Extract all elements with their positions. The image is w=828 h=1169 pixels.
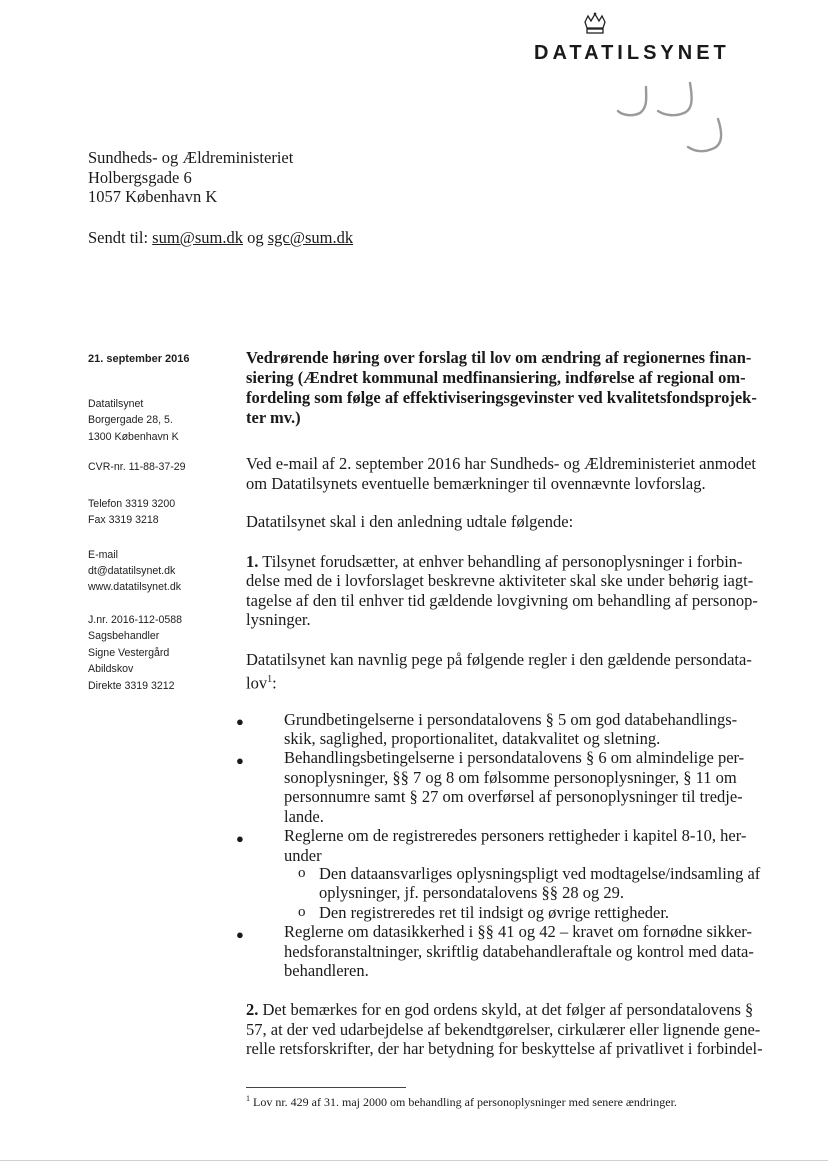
org-fax: Fax 3319 3218	[88, 514, 159, 526]
sent-prefix: Sendt til:	[88, 228, 149, 247]
page-edge-line	[0, 1160, 828, 1161]
journal-number: J.nr. 2016-112-0588	[88, 614, 183, 626]
paragraph-line	[246, 1000, 766, 1020]
bullet-icon: ●	[236, 753, 244, 768]
org-website[interactable]: www.datatilsynet.dk	[88, 581, 182, 593]
sub-bullet-icon: o	[298, 904, 306, 920]
org-city: 1300 København K	[88, 431, 179, 443]
bullet-line: under	[284, 846, 322, 865]
bullet-line: Behandlingsbetingelserne i persondatalovens § 6 om almindelige per-	[284, 748, 745, 767]
paragraph-line: tagelse af den til enhver tid gældende lovgivning om behandling af personop-	[246, 591, 758, 610]
bullet-line: behandleren.	[284, 961, 369, 980]
paragraph-text: lov	[246, 673, 268, 693]
sub-bullet-line: Den registreredes ret til indsigt og øvrige rettigheder.	[319, 903, 670, 922]
sent-conj: og	[247, 228, 264, 247]
bullet-line: Grundbetingelserne i persondatalovens § 5 om god databehandlings-	[284, 710, 738, 729]
handwritten-marks	[600, 75, 740, 165]
org-name: Datatilsynet	[88, 398, 144, 410]
footnote-mark: 1	[246, 1094, 250, 1103]
bullet-icon: ●	[236, 714, 244, 729]
footnote	[246, 1094, 677, 1110]
bullet-line: hedsforanstaltninger, skriftlig databehandleraftale og kontrol med data-	[284, 942, 754, 961]
org-street: Borgergade 28, 5.	[88, 414, 173, 426]
paragraph-line	[246, 670, 766, 693]
paragraph-line: Ved e-mail af 2. september 2016 har Sundheds- og Ældreministeriet anmodet	[246, 454, 756, 473]
bullet-line: Reglerne om datasikkerhed i §§ 41 og 42 – kravet om fornødne sikker-	[284, 922, 752, 941]
sub-bullet-line: Den dataansvarliges oplysningspligt ved modtagelse/indsamling af	[319, 864, 761, 883]
footnote-ref[interactable]: 1	[267, 674, 273, 685]
handler-label: Sagsbehandler	[88, 630, 160, 642]
crown-icon	[582, 12, 608, 36]
recipient-line: Sundheds- og Ældreministeriet	[88, 148, 294, 167]
handler-name: Abildskov	[88, 663, 134, 675]
handler-name: Signe Vestergård	[88, 647, 170, 659]
paragraph-line: om Datatilsynets eventuelle bemærkninger til ovennævnte lovforslag.	[246, 474, 706, 493]
paragraph-text: :	[272, 673, 277, 693]
paragraph-line: Datatilsynet skal i den anledning udtale følgende:	[246, 512, 574, 531]
logo-wordmark: DATATILSYNET	[534, 42, 730, 64]
paragraph-line: Datatilsynet kan navnlig pege på følgende regler i den gældende persondata-	[246, 650, 752, 669]
paragraph-number: 1.	[246, 552, 259, 571]
letter-heading-line: siering (Ændret kommunal medfinansiering, indførelse af regional om-	[246, 368, 746, 387]
bullet-line: skik, saglighed, proportionalitet, datakvalitet og sletning.	[284, 729, 661, 748]
sent-to-line	[88, 228, 353, 248]
org-cvr: CVR-nr. 11-88-37-29	[88, 461, 186, 473]
paragraph-line: delse med de i lovforslaget beskrevne aktiviteter skal ske under behørig iagt-	[246, 571, 754, 590]
sub-bullet-line: oplysninger, jf. persondatalovens §§ 28 og 29.	[319, 883, 625, 902]
paragraph-text: Det bemærkes for en god ordens skyld, at det følger af persondatalovens §	[258, 1000, 754, 1019]
paragraph-number: 2.	[246, 1000, 259, 1019]
recipient-address	[88, 148, 293, 207]
letter-heading-line: fordeling som følge af effektiviseringsgevinster ved kvalitetsfondsprojek-	[246, 388, 757, 407]
org-email[interactable]: dt@datatilsynet.dk	[88, 565, 176, 577]
letter-date: 21. september 2016	[88, 353, 190, 365]
bullet-line: Reglerne om de registreredes personers rettigheder i kapitel 8-10, her-	[284, 826, 747, 845]
paragraph-line: lysninger.	[246, 610, 311, 629]
recipient-line: Holbergsgade 6	[88, 167, 192, 187]
letter-heading-line: Vedrørende høring over forslag til lov om ændring af regionernes finan-	[246, 348, 752, 367]
handler-direct-phone: Direkte 3319 3212	[88, 680, 175, 692]
bullet-icon: ●	[236, 927, 244, 942]
paragraph-text: Tilsynet forudsætter, at enhver behandling af personoplysninger i forbin-	[258, 552, 743, 571]
letter-heading-line: ter mv.)	[246, 408, 301, 427]
org-phone: Telefon 3319 3200	[88, 498, 176, 510]
email-link[interactable]: sgc@sum.dk	[267, 228, 354, 247]
email-link[interactable]: sum@sum.dk	[152, 228, 244, 247]
sub-bullet-icon: o	[298, 865, 306, 881]
bullet-icon: ●	[236, 831, 244, 846]
bullet-line: lande.	[284, 807, 324, 826]
footnote-divider	[246, 1087, 406, 1088]
footnote-text: Lov nr. 429 af 31. maj 2000 om behandling af personoplysninger med senere ændringer.	[250, 1095, 677, 1109]
bullet-line: personnumre samt § 27 om overførsel af personoplysninger til tredje-	[284, 787, 743, 806]
email-label: E-mail	[88, 549, 119, 561]
paragraph-line: 57, at der ved udarbejdelse af bekendtgørelser, cirkulærer eller lignende gene-	[246, 1020, 761, 1039]
bullet-line: sonoplysninger, §§ 7 og 8 om følsomme personoplysninger, § 11 om	[284, 768, 737, 787]
paragraph-line: relle retsforskrifter, der har betydning for beskyttelse af privatlivet i forbindel-	[246, 1039, 763, 1058]
recipient-line: 1057 København K	[88, 187, 218, 206]
paragraph-line	[246, 552, 766, 572]
